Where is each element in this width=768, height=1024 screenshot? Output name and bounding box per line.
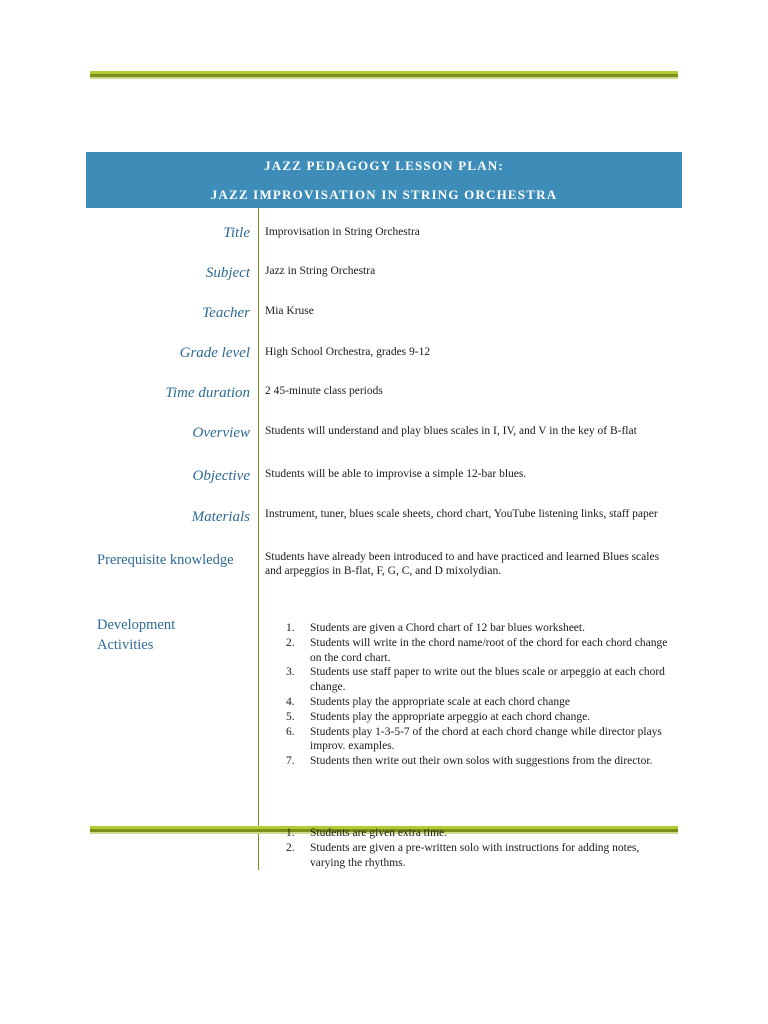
- list-item: [265, 695, 675, 710]
- overview-label: Overview: [192, 425, 250, 441]
- list-text: Students will write in the chord name/root of the chord for each chord change on the cord chart.: [310, 636, 668, 664]
- development-activities-label: [97, 615, 175, 655]
- lesson-plan-header: [86, 152, 682, 208]
- list-item: [265, 665, 675, 695]
- grade-level-value: High School Orchestra, grades 9-12: [265, 346, 431, 358]
- list-item: [265, 710, 675, 725]
- list-number: 3.: [286, 666, 295, 679]
- list-text: Students then write out their own solos with suggestions from the director.: [310, 755, 653, 768]
- title-value: Improvisation in String Orchestra: [265, 226, 420, 238]
- list-text: Students play the appropriate arpeggio at each chord change.: [310, 710, 591, 723]
- list-text: Students are given a pre-written solo with instructions for adding notes, varying the rhythms.: [310, 841, 640, 869]
- overview-value: Students will understand and play blues scales in I, IV, and V in the key of B-flat: [265, 425, 637, 437]
- prerequisite-label: Prerequisite knowledge: [97, 552, 234, 568]
- table-divider: [258, 208, 259, 870]
- development-label-line1: Development: [97, 617, 176, 633]
- list-item: [265, 826, 675, 841]
- list-number: 2.: [286, 636, 295, 649]
- subject-label: Subject: [205, 265, 250, 281]
- teacher-label: Teacher: [202, 305, 250, 321]
- title-label: Title: [223, 225, 250, 241]
- list-text: Students are given extra time.: [310, 827, 448, 839]
- time-duration-value: 2 45-minute class periods: [265, 385, 383, 397]
- list-item: [265, 754, 675, 769]
- list-number: 5.: [286, 710, 295, 723]
- development-label-line2: Activities: [97, 637, 154, 653]
- header-subtitle: JAZZ IMPROVISATION IN STRING ORCHESTRA: [210, 187, 558, 202]
- objective-label: Objective: [192, 468, 250, 484]
- teacher-value: Mia Kruse: [265, 305, 314, 317]
- list-text: Students use staff paper to write out the blues scale or arpeggio at each chord change.: [310, 666, 665, 694]
- subject-value: Jazz in String Orchestra: [265, 265, 376, 277]
- materials-value: Instrument, tuner, blues scale sheets, chord chart, YouTube listening links, staff paper: [265, 508, 658, 520]
- list-text: Students are given a Chord chart of 12 bar blues worksheet.: [310, 622, 585, 634]
- extension-activities-list: [265, 826, 675, 870]
- list-number: 7.: [286, 755, 295, 768]
- list-item: [265, 636, 675, 666]
- header-title: JAZZ PEDAGOGY LESSON PLAN:: [264, 158, 504, 173]
- list-number: 4.: [286, 695, 295, 708]
- list-item: [265, 841, 675, 871]
- list-text: Students play the appropriate scale at each chord change: [310, 695, 570, 708]
- list-item: [265, 725, 675, 755]
- list-number: 1.: [286, 827, 295, 839]
- grade-level-label: Grade level: [179, 345, 250, 361]
- top-decorative-rule: [90, 71, 678, 79]
- time-duration-label: Time duration: [165, 385, 250, 401]
- prerequisite-value: Students have already been introduced to and have practiced and learned Blues scales and arpeggios in B-flat, F, G, C, and D mixolydian.: [265, 551, 660, 577]
- objective-value: Students will be able to improvise a simple 12-bar blues.: [265, 468, 527, 480]
- list-number: 1.: [286, 622, 295, 634]
- development-activities-list: [265, 621, 675, 769]
- list-item: [265, 621, 675, 636]
- list-text: Students play 1-3-5-7 of the chord at each chord change while director plays improv. examples.: [310, 725, 662, 753]
- list-number: 2.: [286, 841, 295, 854]
- list-number: 6.: [286, 725, 295, 738]
- materials-label: Materials: [191, 509, 250, 525]
